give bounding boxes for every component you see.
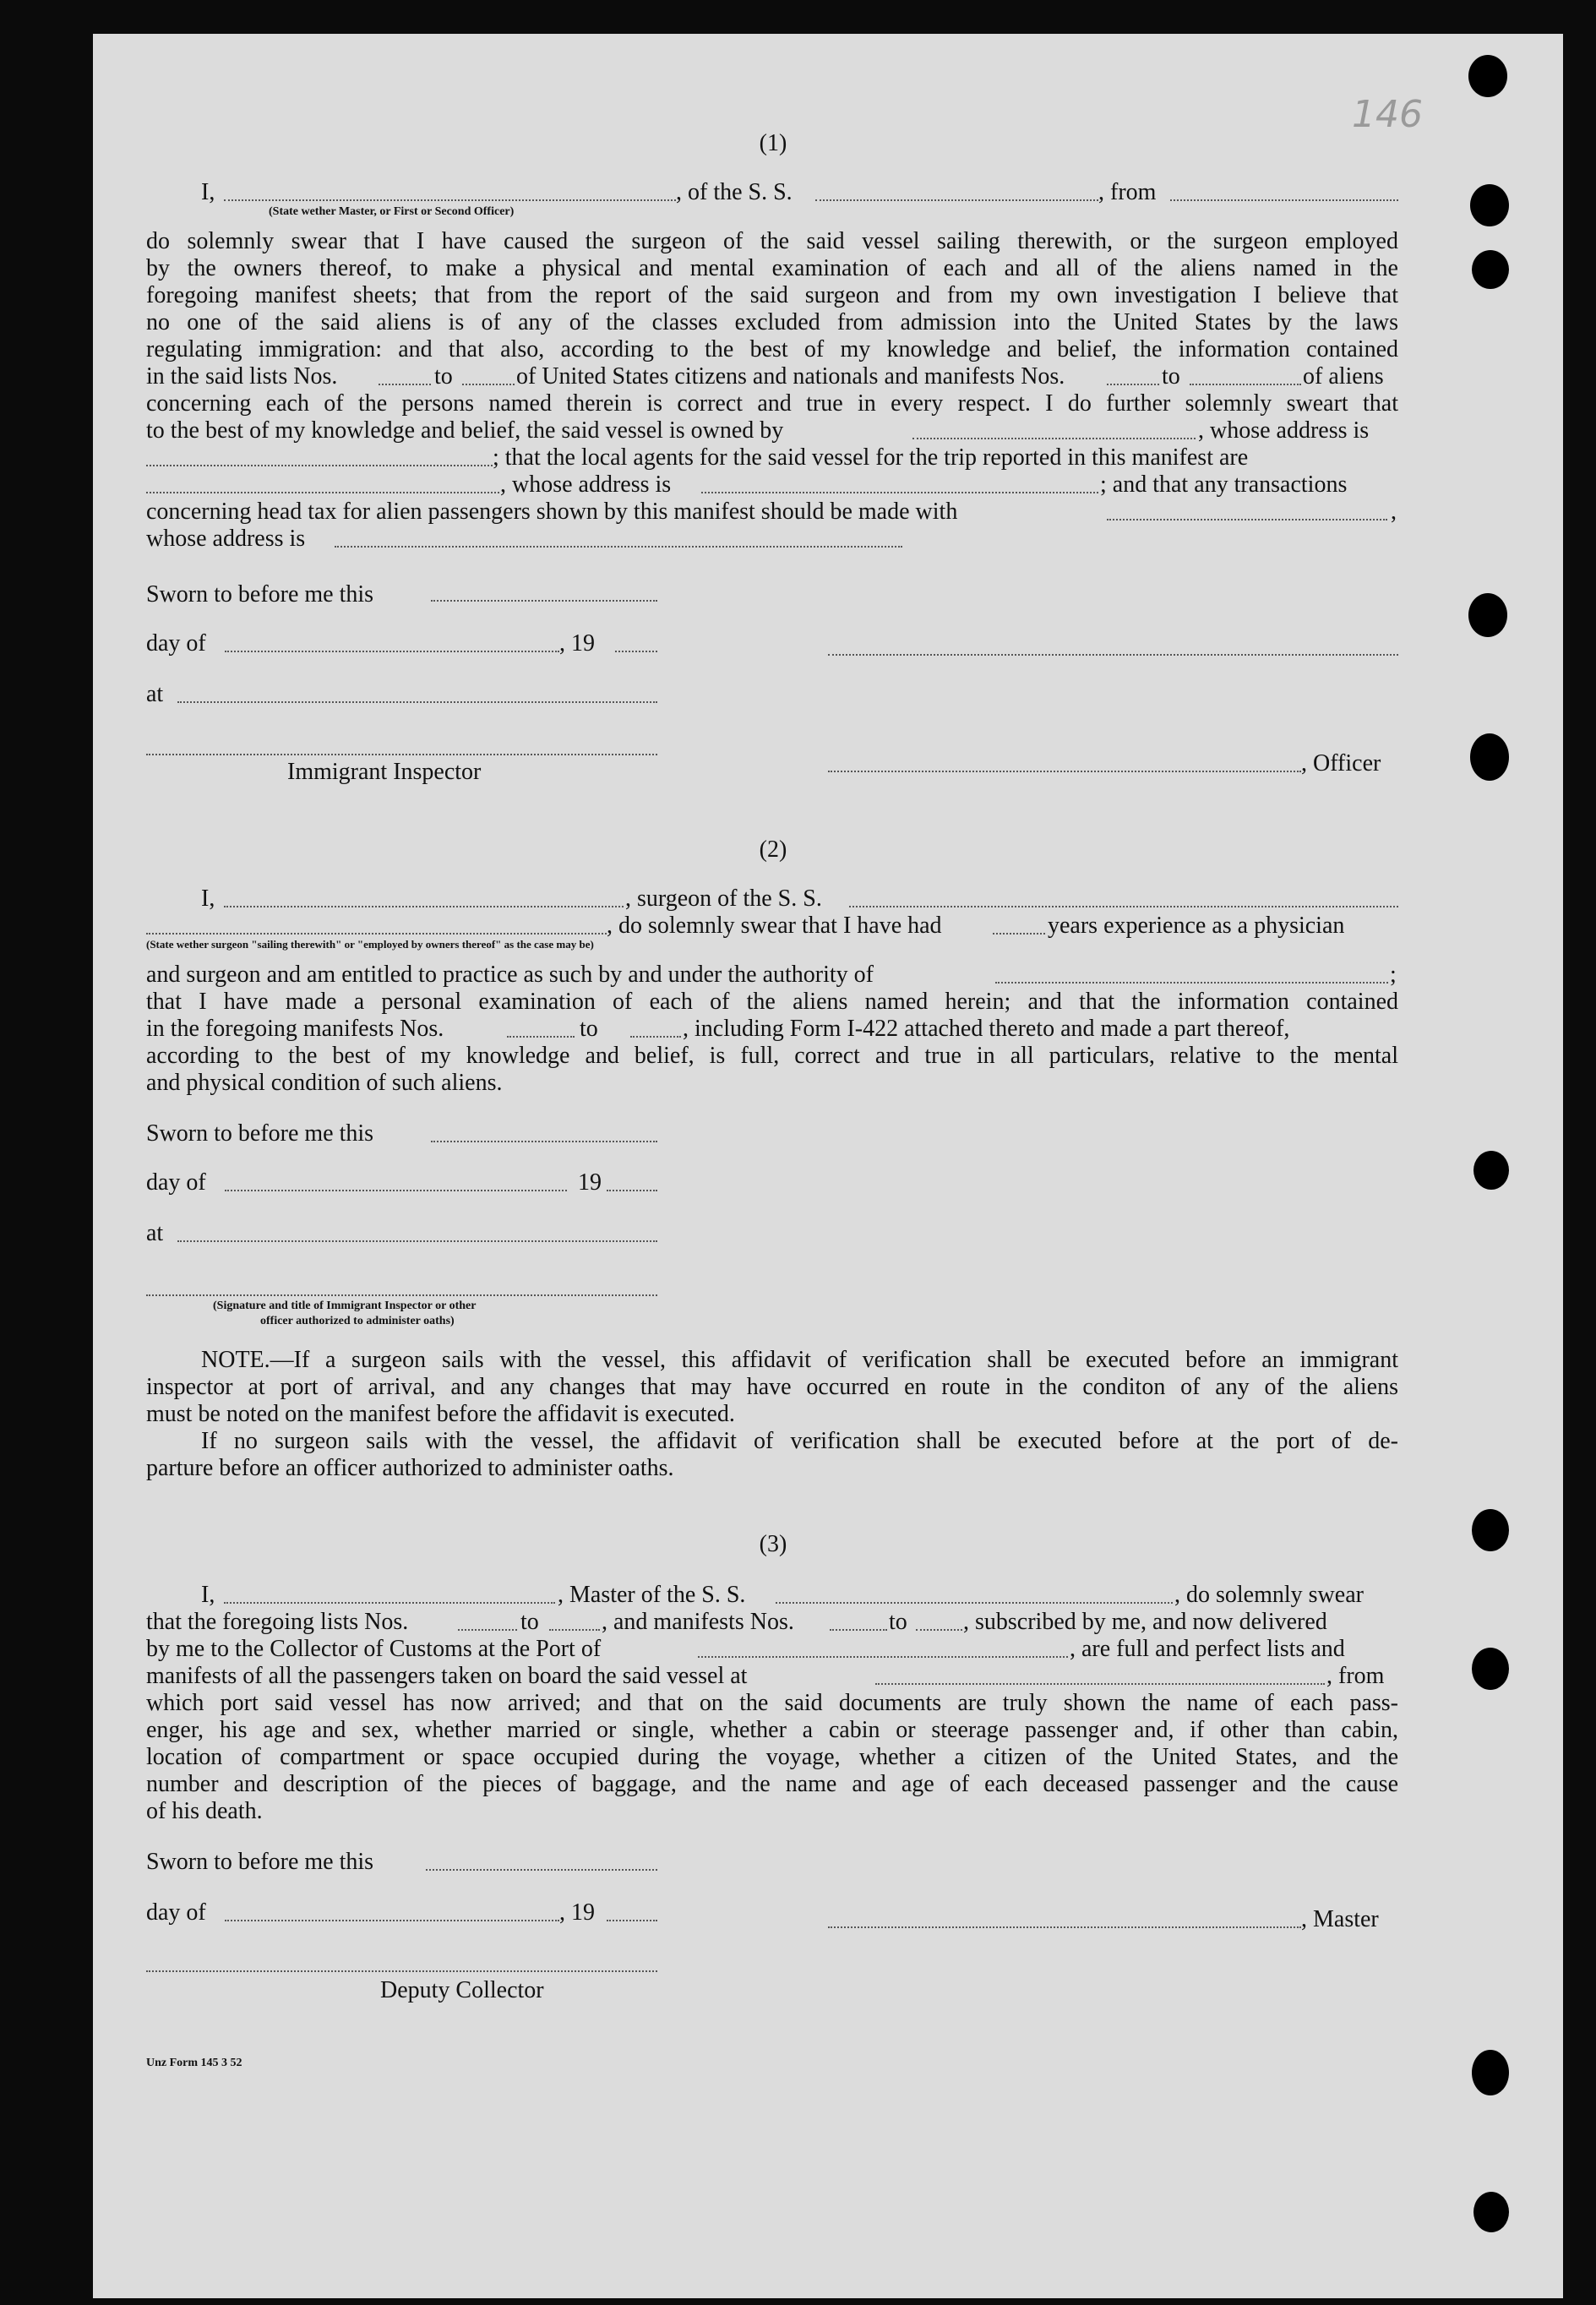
s1-headtax-line: [1107, 519, 1387, 520]
s2-note: (State wether surgeon "sailing therewith" or "employed by owners thereof" as the case may be): [146, 938, 594, 951]
s3-manifests-to-line: [916, 1629, 962, 1631]
s1-officer: , Officer: [1301, 750, 1381, 777]
s1-line-1: do solemnly swear that I have caused the surgeon of the said vessel sailing therewith, or the surgeon employed: [146, 228, 1398, 254]
s2-sig-caption-1: (Signature and title of Immigrant Inspector or other: [213, 1300, 477, 1312]
s2-l3: and surgeon and am entitled to practice as such by and under the authority of: [146, 962, 874, 988]
s1-line-4: no one of the said aliens is of any of the classes excluded from admission into the United States by the laws: [146, 309, 1398, 335]
punch-hole: [1472, 2050, 1509, 2095]
s3-year-line: [607, 1920, 657, 1921]
punch-hole: [1468, 593, 1507, 637]
s2-l2b: years experience as a physician: [1048, 913, 1345, 939]
s2-l2a: , do solemnly swear that I have had: [607, 913, 942, 939]
s1-owner-address-line: [146, 465, 493, 466]
s3-l2c: , and manifests Nos.: [602, 1609, 794, 1635]
s1-nineteen: , 19: [559, 630, 595, 657]
s1-lists-to-line: [462, 384, 515, 385]
s1-line-2: by the owners thereof, to make a physical and mental examination of each and all of the aliens named in the: [146, 255, 1398, 281]
s1-manifests-to-line: [1190, 384, 1301, 385]
s1-l10a: , whose address is: [500, 471, 672, 498]
s2-nineteen: 19: [578, 1169, 602, 1196]
s1-at-line: [177, 701, 657, 703]
s2-note-line-1: NOTE.—If a surgeon sails with the vessel, this affidavit of verification shall be executed before an immigrant: [201, 1347, 1398, 1373]
s1-owner-line: [912, 438, 1196, 439]
s2-l5b: to: [580, 1016, 598, 1042]
s1-agents-line: [146, 492, 499, 493]
s1-officer-sig-line: [828, 654, 1398, 656]
s2-at-line: [177, 1240, 657, 1242]
s2-manifests-from-line: [507, 1036, 575, 1038]
punch-hole: [1472, 1509, 1509, 1551]
s2-sig-caption-2: officer authorized to administer oaths): [260, 1315, 455, 1327]
section-3-number: (3): [759, 1531, 787, 1557]
s1-l11b: ,: [1391, 499, 1397, 525]
s3-l2d: to: [889, 1609, 907, 1635]
s2-line-6: according to the best of my knowledge and belief, is full, correct and true in all particulars, relative to the mental: [146, 1043, 1398, 1069]
s2-sworn: Sworn to before me this: [146, 1120, 374, 1147]
s1-l10b: ; and that any transactions: [1100, 471, 1348, 498]
s1-officer-line: [828, 771, 1301, 772]
s3-i: I,: [201, 1582, 215, 1608]
s3-master: , Master: [1301, 1906, 1379, 1932]
s3-port-line: [698, 1656, 1068, 1658]
s1-year-line: [615, 651, 657, 652]
s2-l5a: in the foregoing manifests Nos.: [146, 1016, 444, 1042]
s3-sworn-line: [426, 1869, 657, 1871]
s2-years-line: [993, 933, 1045, 935]
s3-name-line: [224, 1602, 555, 1604]
s3-l2a: that the foregoing lists Nos.: [146, 1609, 409, 1635]
s1-dayof: day of: [146, 630, 206, 657]
s3-l3b: , are full and perfect lists and: [1070, 1636, 1345, 1662]
s2-surgeon: , surgeon of the S. S.: [625, 885, 822, 912]
s2-day-line: [225, 1190, 567, 1191]
s3-l2e: , subscribed by me, and now delivered: [963, 1609, 1327, 1635]
s1-l8a: to the best of my knowledge and belief, the said vessel is owned by: [146, 417, 784, 444]
s1-inspector: Immigrant Inspector: [287, 759, 482, 785]
s1-agents-address-line: [701, 492, 1098, 493]
s3-swear: , do solemnly swear: [1174, 1582, 1364, 1608]
punch-hole: [1468, 55, 1507, 97]
s2-sworn-line: [431, 1141, 657, 1142]
s1-of-ss: , of the S. S.: [676, 179, 793, 205]
s1-l6d: to: [1162, 363, 1180, 390]
s3-line-6: enger, his age and sex, whether married or single, whether a cabin or steerage passenger and, if other than cabin,: [146, 1717, 1398, 1743]
s3-lists-to-line: [549, 1629, 600, 1631]
s1-ship-line: [815, 199, 1098, 201]
s2-l3b: ;: [1390, 962, 1397, 988]
s3-day-line: [225, 1920, 559, 1921]
s3-deputy: Deputy Collector: [380, 1977, 544, 2003]
s2-note-line-4: If no surgeon sails with the vessel, the affidavit of verification shall be executed before at the port of de-: [201, 1428, 1398, 1454]
s2-capacity-line: [146, 933, 607, 935]
pencil-mark: 146: [1352, 93, 1423, 136]
s1-from-line: [1170, 199, 1398, 201]
punch-hole: [1470, 733, 1509, 781]
s3-ship-line: [776, 1602, 1173, 1604]
s3-master-sig-line: [828, 1926, 1301, 1928]
s1-from: , from: [1098, 179, 1157, 205]
punch-hole: [1473, 1151, 1509, 1190]
punch-hole: [1473, 2192, 1509, 2232]
s1-sworn: Sworn to before me this: [146, 581, 374, 608]
s2-name-line: [224, 906, 624, 907]
s1-l6e: of aliens: [1303, 363, 1384, 390]
s2-at: at: [146, 1220, 164, 1246]
s2-authority-line: [995, 982, 1388, 984]
s3-l4a: manifests of all the passengers taken on board the said vessel at: [146, 1663, 748, 1689]
punch-hole: [1470, 184, 1509, 226]
s3-sworn: Sworn to before me this: [146, 1849, 374, 1875]
s2-note-line-2: inspector at port of arrival, and any changes that may have occurred en route in the conditon of any of the aliens: [146, 1374, 1398, 1400]
s1-l12: whose address is: [146, 526, 306, 552]
s3-nineteen: , 19: [559, 1899, 595, 1926]
s1-lists-from-line: [379, 384, 431, 385]
s1-l6c: of United States citizens and nationals and manifests Nos.: [516, 363, 1065, 390]
s2-line-4: that I have made a personal examination of each of the aliens named herein; and that the information contained: [146, 989, 1398, 1015]
s2-note-line-3: must be noted on the manifest before the affidavit is executed.: [146, 1401, 735, 1427]
s2-year-line: [607, 1190, 657, 1191]
s3-line-7: location of compartment or space occupied during the voyage, whether a citizen of the United States, and the: [146, 1744, 1398, 1770]
s2-l5c: , including Form I-422 attached thereto and made a part thereof,: [683, 1016, 1290, 1042]
s3-line-8: number and description of the pieces of baggage, and the name and age of each deceased passenger and the cause: [146, 1771, 1398, 1797]
s3-lists-from-line: [458, 1629, 517, 1631]
form-id: Unz Form 145 3 52: [146, 2057, 242, 2069]
s3-line-5: which port said vessel has now arrived; and that on the said documents are truly shown the name of each pass-: [146, 1690, 1398, 1716]
s1-inspector-sig-line: [146, 754, 657, 755]
s3-embark-line: [875, 1683, 1325, 1685]
s1-at: at: [146, 681, 164, 707]
punch-hole: [1472, 250, 1509, 289]
s1-line-3: foregoing manifest sheets; that from the report of the said surgeon and from my own investigation I believe that: [146, 282, 1398, 308]
s1-l6a: in the said lists Nos.: [146, 363, 338, 390]
s1-line-7: concerning each of the persons named therein is correct and true in every respect. I do further solemnly sweart that: [146, 390, 1398, 417]
s3-manifests-from-line: [830, 1629, 887, 1631]
s1-name-line: [224, 199, 676, 201]
s2-note-line-5: parture before an officer authorized to administer oaths.: [146, 1455, 674, 1481]
s1-l6b: to: [434, 363, 453, 390]
s3-collector-sig-line: [146, 1970, 657, 1972]
s1-line-5: regulating immigration: and that also, according to the best of my knowledge and belief, the information contained: [146, 336, 1398, 362]
s3-l3a: by me to the Collector of Customs at the Port of: [146, 1636, 602, 1662]
s1-sworn-line: [431, 600, 657, 602]
s2-line-7: and physical condition of such aliens.: [146, 1070, 503, 1096]
s2-ship-line: [849, 906, 1398, 907]
s1-l8b: , whose address is: [1198, 417, 1370, 444]
section-2-number: (2): [759, 836, 787, 863]
s2-i: I,: [201, 885, 215, 912]
s1-headtax-address-line: [335, 546, 902, 548]
s1-l11a: concerning head tax for alien passengers shown by this manifest should be made with: [146, 499, 958, 525]
s1-day-line: [225, 651, 559, 652]
s3-l2b: to: [520, 1609, 539, 1635]
s1-manifests-from-line: [1107, 384, 1159, 385]
s1-note: (State wether Master, or First or Second Officer): [269, 205, 515, 218]
s3-line-9: of his death.: [146, 1798, 263, 1824]
section-1-number: (1): [759, 130, 787, 156]
s1-i: I,: [201, 179, 215, 205]
s3-l4b: , from: [1326, 1663, 1385, 1689]
punch-hole: [1472, 1648, 1509, 1690]
s1-l9: ; that the local agents for the said vessel for the trip reported in this manifest are: [493, 444, 1249, 471]
s2-manifests-to-line: [630, 1036, 681, 1038]
s3-dayof: day of: [146, 1899, 206, 1926]
s2-sig-line: [146, 1294, 657, 1296]
s2-dayof: day of: [146, 1169, 206, 1196]
s3-master-ss: , Master of the S. S.: [558, 1582, 746, 1608]
